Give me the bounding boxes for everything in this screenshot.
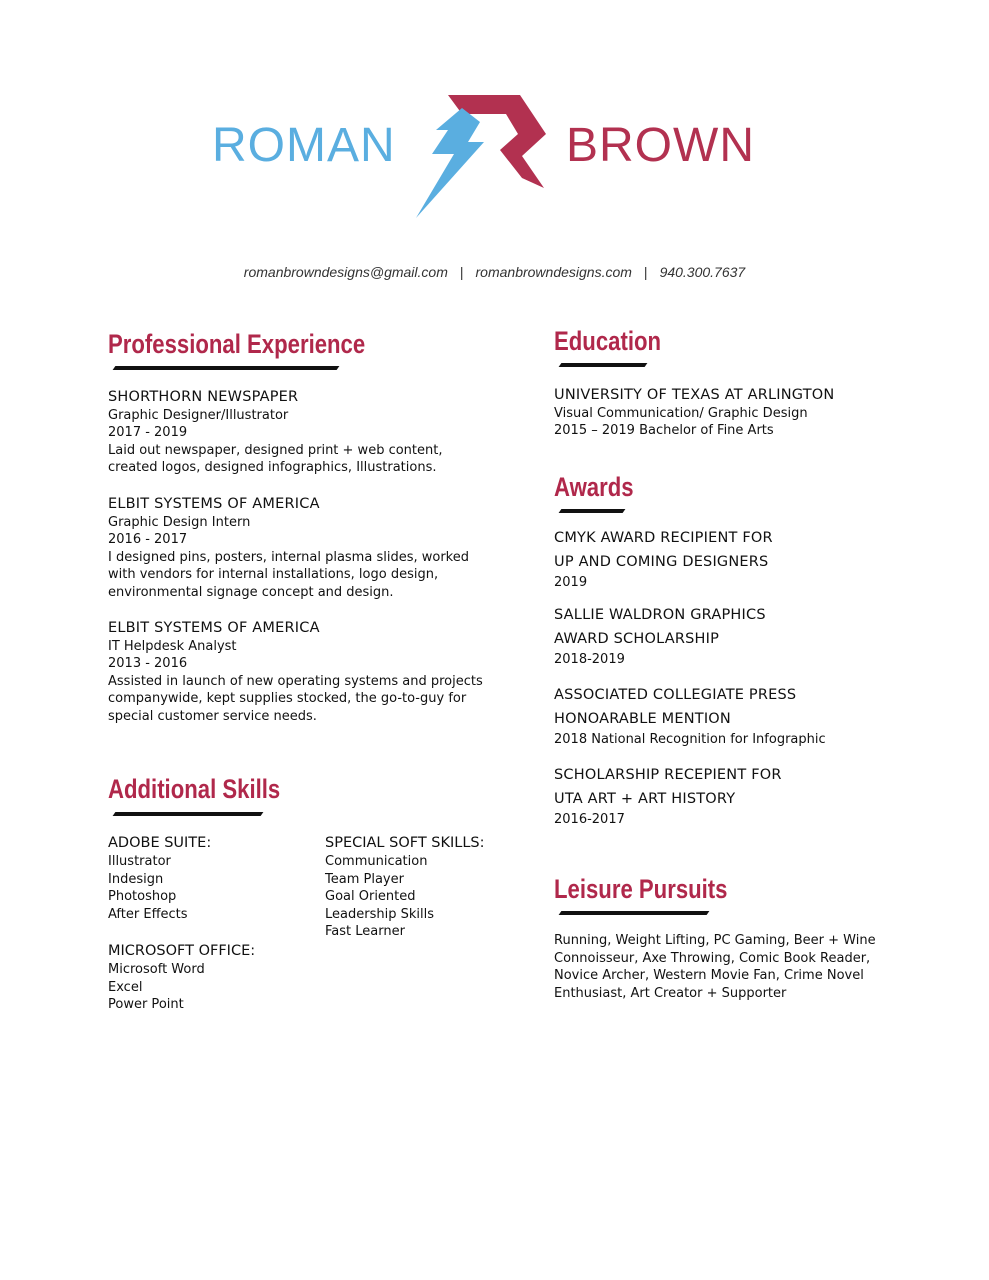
- logo: [0, 0, 989, 240]
- award-title: ASSOCIATED COLLEGIATE PRESS: [554, 687, 797, 703]
- job-dates: 2016 - 2017: [108, 532, 188, 548]
- heading-underline: [559, 509, 626, 513]
- leisure-heading: Leisure Pursuits: [554, 874, 728, 904]
- award-1: [554, 527, 954, 591]
- job-2: [108, 496, 488, 602]
- contact-email[interactable]: romanbrowndesigns@gmail.com: [243, 264, 448, 280]
- skills-heading: Additional Skills: [108, 774, 281, 804]
- skill-item: Team Player: [325, 871, 404, 887]
- education-entry: [554, 387, 954, 440]
- logo-first-name: ROMAN: [212, 119, 396, 172]
- job-role: Graphic Designer/Illustrator: [108, 407, 289, 423]
- job-description: Assisted in launch of new operating systems and projects companywide, kept supplies stocked, the go-to-guy for special customer service needs.: [108, 673, 483, 724]
- skills-soft: [325, 834, 525, 941]
- award-detail: 2016-2017: [554, 812, 625, 827]
- job-role: IT Helpdesk Analyst: [108, 638, 237, 654]
- job-description: I designed pins, posters, internal plasma slides, worked with vendors for internal installations, logo design, environmental signage concept and design.: [108, 549, 469, 600]
- award-title: UTA ART + ART HISTORY: [554, 790, 736, 807]
- leisure-text: Running, Weight Lifting, PC Gaming, Beer + Wine Connoisseur, Axe Throwing, Comic Book Reader, Novice Archer, Western Movie Fan, Crime Novel Enthusiast, Art Creator + Supporter: [554, 933, 876, 1001]
- heading-underline: [113, 812, 264, 816]
- awards-heading: Awards: [554, 472, 634, 502]
- heading-underline: [559, 363, 648, 367]
- skill-item: Leadership Skills: [325, 906, 434, 922]
- award-title: AWARD SCHOLARSHIP: [554, 630, 720, 647]
- skill-item: Photoshop: [108, 889, 177, 905]
- job-description: Laid out newspaper, designed print + web content, created logos, designed infographics, Illustrations.: [108, 442, 443, 476]
- award-title: SALLIE WALDRON GRAPHICS: [554, 607, 766, 623]
- logo-last-name: BROWN: [566, 119, 755, 172]
- skills-group-title: ADOBE SUITE:: [108, 835, 212, 851]
- skill-item: Goal Oriented: [325, 889, 416, 905]
- skill-item: Fast Learner: [325, 924, 405, 940]
- contact-phone: 940.300.7637: [659, 264, 746, 280]
- education-field: Visual Communication/ Graphic Design: [554, 405, 808, 421]
- skills-microsoft: [108, 942, 308, 1014]
- education-school: UNIVERSITY OF TEXAS AT ARLINGTON: [554, 387, 835, 403]
- skills-group-title: MICROSOFT OFFICE:: [108, 943, 256, 959]
- education-heading: Education: [554, 326, 662, 356]
- skills-group-title: SPECIAL SOFT SKILLS:: [325, 835, 485, 851]
- skill-item: Illustrator: [108, 854, 171, 869]
- skill-item: Microsoft Word: [108, 962, 205, 977]
- job-company: SHORTHORN NEWSPAPER: [108, 389, 299, 405]
- skill-item: Excel: [108, 979, 143, 995]
- award-title: UP AND COMING DESIGNERS: [554, 553, 769, 570]
- award-detail: 2019: [554, 575, 588, 590]
- experience-heading: Professional Experience: [108, 329, 366, 359]
- contact-line: [0, 264, 989, 280]
- award-title: CMYK AWARD RECIPIENT FOR: [554, 530, 773, 546]
- award-3: [554, 684, 954, 748]
- heading-underline: [113, 366, 340, 370]
- logo-r-lightning-mark: [410, 90, 560, 222]
- skill-item: Power Point: [108, 997, 184, 1013]
- job-company: ELBIT SYSTEMS OF AMERICA: [108, 620, 320, 636]
- contact-separator: |: [643, 264, 648, 280]
- award-detail: 2018 National Recognition for Infographic: [554, 732, 826, 747]
- job-1: [108, 389, 488, 477]
- heading-underline: [559, 911, 710, 915]
- contact-website[interactable]: romanbrowndesigns.com: [475, 264, 632, 280]
- education-degree: 2015 – 2019 Bachelor of Fine Arts: [554, 423, 774, 439]
- skill-item: Indesign: [108, 871, 164, 887]
- logo-lightning-bolt: [416, 108, 484, 218]
- job-dates: 2013 - 2016: [108, 656, 188, 672]
- award-detail: 2018-2019: [554, 652, 625, 667]
- award-4: [554, 764, 954, 828]
- award-title: HONOARABLE MENTION: [554, 710, 731, 727]
- skill-item: Communication: [325, 854, 428, 869]
- award-2: [554, 604, 954, 668]
- job-dates: 2017 - 2019: [108, 425, 188, 441]
- job-company: ELBIT SYSTEMS OF AMERICA: [108, 496, 320, 512]
- job-role: Graphic Design Intern: [108, 514, 251, 530]
- award-title: SCHOLARSHIP RECEPIENT FOR: [554, 767, 782, 783]
- job-3: [108, 620, 488, 726]
- skill-item: After Effects: [108, 906, 188, 922]
- contact-separator: |: [459, 264, 464, 280]
- skills-adobe: [108, 834, 308, 923]
